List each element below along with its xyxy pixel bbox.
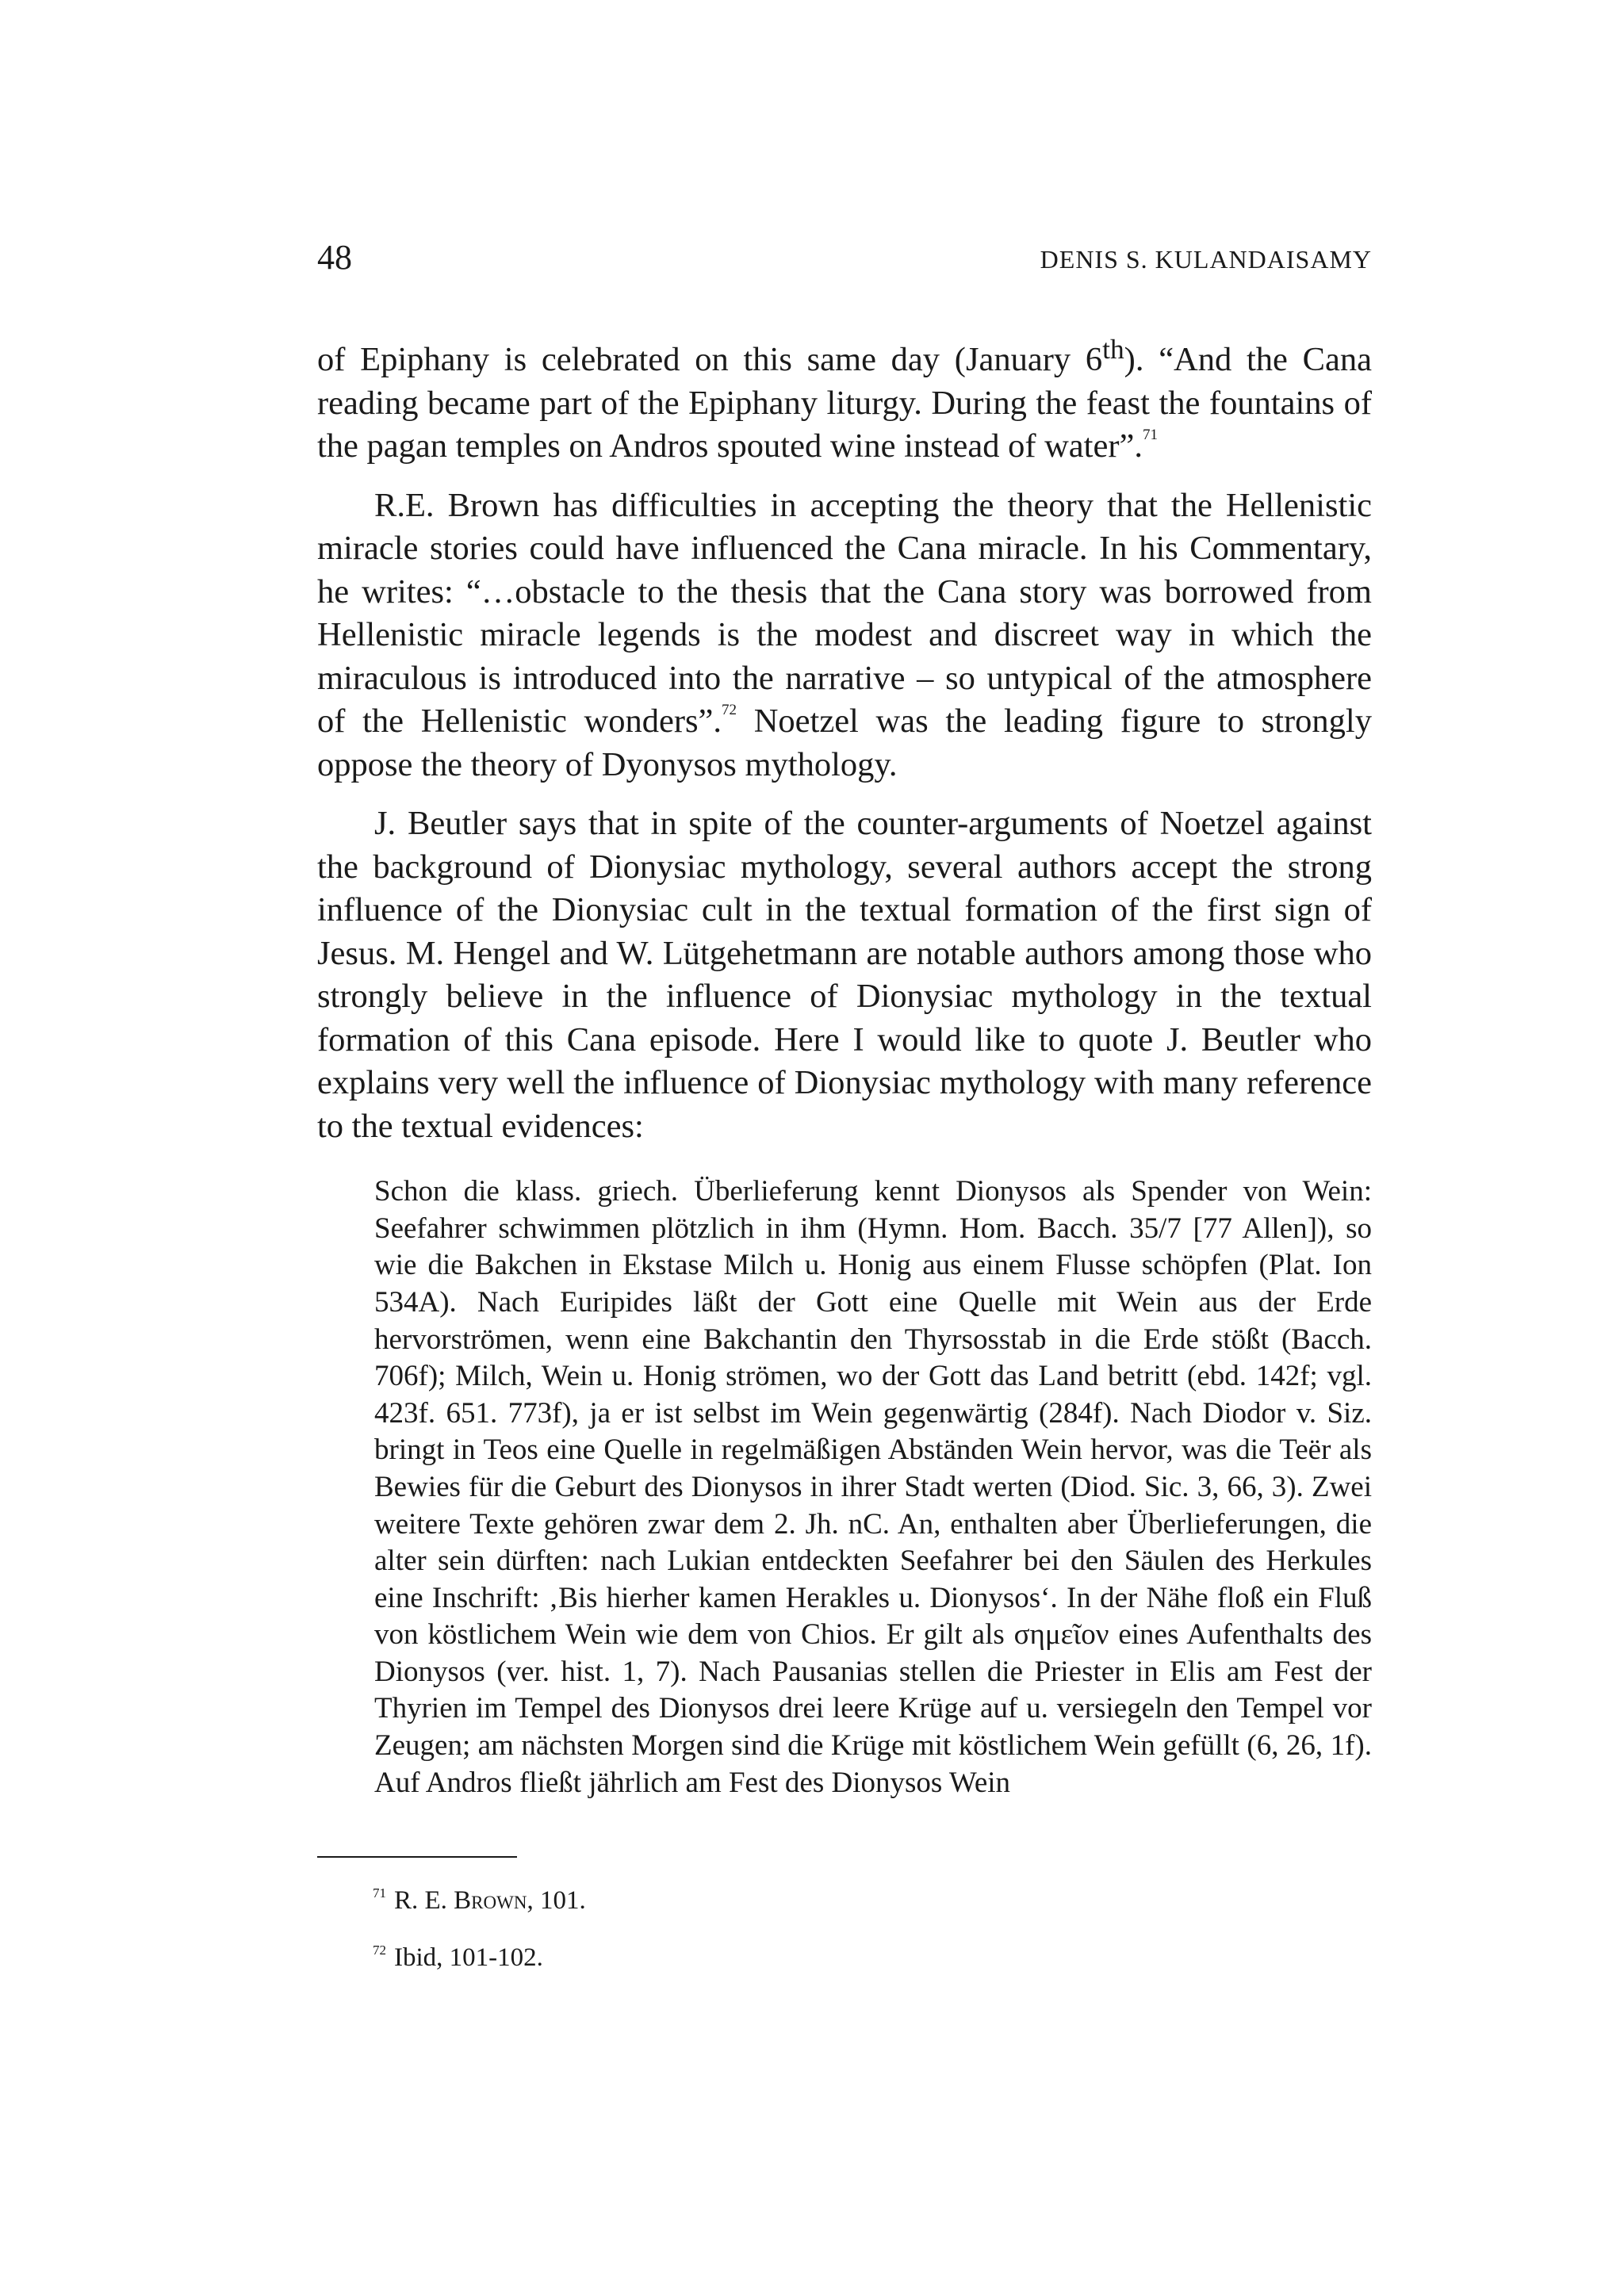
footnote-text: Ibid, 101-102. (394, 1943, 543, 1972)
paragraph-1-text-b: ). “And the Cana reading became part of the Epiphany liturgy. During the feast the fountains of the pagan temples on Andros spouted wine instead of water”. (317, 341, 1372, 465)
footnote-text: R. E. (394, 1886, 454, 1915)
footnote-71 (373, 1883, 1372, 1918)
footnotes (373, 1883, 1372, 1997)
block-quote: Schon die klass. griech. Überlieferung kennt Dionysos als Spender von Wein: Seefahrer schwimmen plötzlich in ihm (Hymn. Hom. Bacch. 35/7 [77 Allen]), so wie die Bakchen in Ekstase Milch u. Honig aus einem Flusse schöpfen (Plat. Ion 534A). Nach Euripides läßt der Gott eine Quelle mit Wein aus der Erde hervorströmen, wenn eine Bakchantin den Thyrsosstab in die Erde stößt (Bacch. 706f); Milch, Wein u. Honig strömen, wo der Gott das Land betritt (ebd. 142f; vgl. 423f. 651. 773f), ja er ist selbst im Wein gegenwärtig (284f). Nach Diodor v. Siz. bringt in Teos eine Quelle in regelmäßigen Abständen Wein hervor, was die Teër als Bewies für die Geburt des Dionysos in ihrer Stadt werten (Diod. Sic. 3, 66, 3). Zwei weitere Texte gehören zwar dem 2. Jh. nC. An, enthalten aber Überlieferungen, die alter sein dürften: nach Lukian entdeckten Seefahrer bei den Säulen des Herkules eine Inschrift: ‚Bis hierher kamen Herakles u. Dionysos‘. In der Nähe floß ein Fluß von köstlichem Wein wie dem von Chios. Er gilt als σημεῖον eines Aufenthalts des Dionysos (ver. hist. 1, 7). Nach Pausanias stellen die Priester in Elis am Fest der Thyrien im Tempel des Dionysos drei leere Krüge auf u. versiegeln den Tempel vor Zeugen; am nächsten Morgen sind die Krüge mit köstlichem Wein gefüllt (6, 26, 1f). Auf Andros fließt jährlich am Fest des Dionysos Wein (374, 1175, 1372, 1799)
paragraph-1 (317, 327, 1372, 469)
paragraph-2-text-a: R.E. Brown has difficulties in accepting the theory that the Hellenistic miracle stories could have influenced the Cana miracle. In his Commentary, he writes: “…obstacle to the thesis that the Cana story was borrowed from Hellenistic miracle legends is the modest and discreet way in which the miraculous is introduced into the narrative – so untypical of the atmosphere of the Hellenistic wonders”. (317, 486, 1372, 741)
footnote-text-end: , 101. (527, 1886, 586, 1915)
paragraph-2-text-b: Noetzel was the leading figure to strongly oppose the theory of Dyonysos mythology. (317, 702, 1372, 783)
running-head: DENIS S. KULANDAISAMY (1040, 245, 1372, 274)
page-header (317, 234, 1372, 281)
footnote-author: Brown (454, 1886, 527, 1915)
paragraph-2 (317, 484, 1372, 787)
paragraph-3: J. Beutler says that in spite of the counter-arguments of Noetzel against the background of Dionysiac mythology, several authors accept the strong influence of the Dionysiac cult in the textual formation of the first sign of Jesus. M. Hengel and W. Lütgehetmann are notable authors among those who strongly believe in the influence of Dionysiac mythology in the textual formation of this Cana episode. Here I would like to quote J. Beutler who explains very well the influence of Dionysiac mythology with many reference to the textual evidences: (317, 805, 1372, 1145)
footnote-number: 72 (373, 1943, 386, 1958)
footnote-72 (373, 1940, 1372, 1975)
footnote-ref-72: 72 (722, 702, 737, 719)
footnote-divider (317, 1856, 517, 1858)
footnote-ref-71: 71 (1142, 427, 1158, 444)
paragraph-1-text-a: of Epiphany is celebrated on this same day (January 6 (317, 341, 1103, 379)
ordinal-suffix: th (1102, 333, 1124, 365)
footnote-number: 71 (373, 1885, 386, 1901)
body-text (317, 327, 1372, 1801)
page-number: 48 (317, 238, 352, 277)
